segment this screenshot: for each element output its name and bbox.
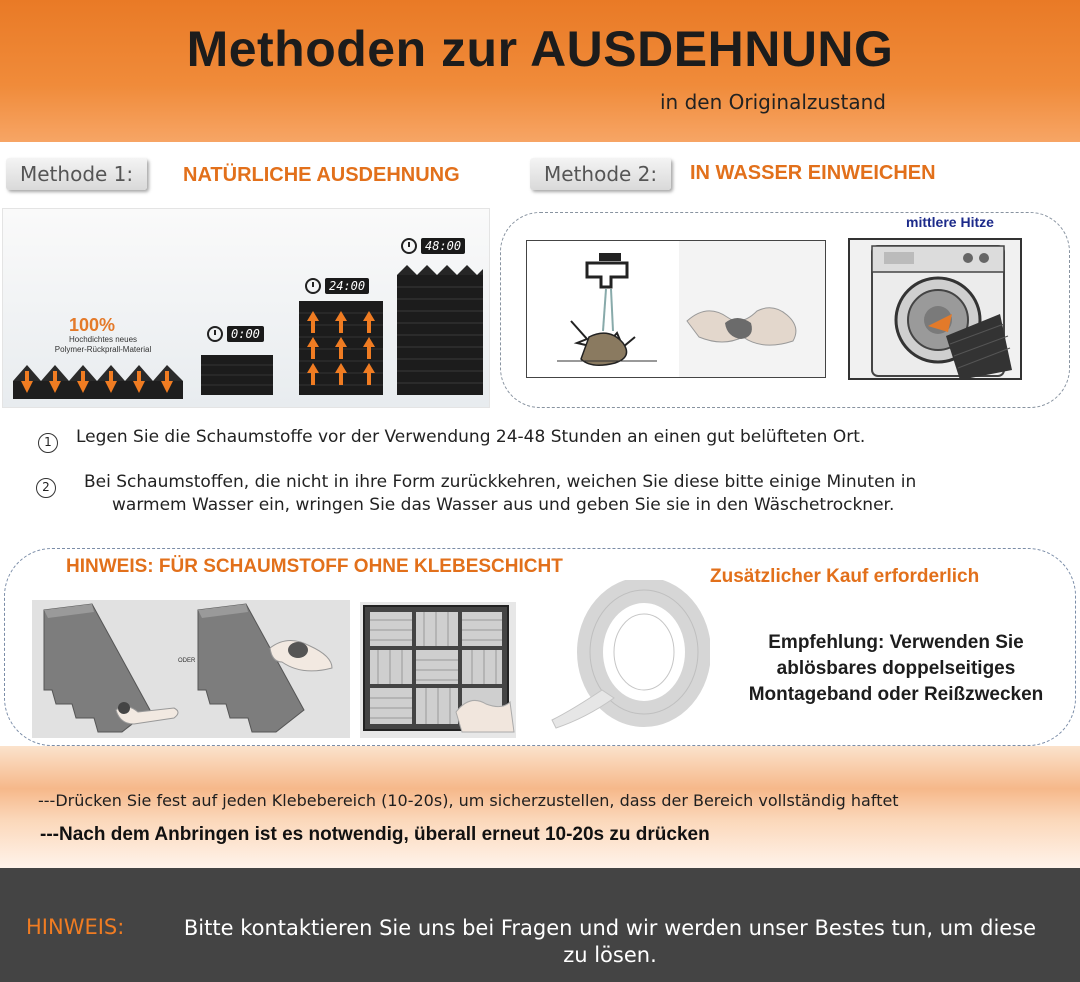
extra-purchase-title: Zusätzlicher Kauf erforderlich	[710, 566, 980, 587]
method1-panel	[2, 208, 490, 408]
foam-mounting-illustration	[32, 600, 350, 738]
washing-machine-image	[848, 238, 1022, 380]
press-instruction-1: ---Drücken Sie fest auf jeden Klebebereich (10-20s), um sicherzustellen, dass der Bereich vollständig haftet	[38, 791, 899, 810]
timer-digits: 0:00	[227, 326, 264, 342]
method2-tag: Methode 2:	[530, 158, 671, 190]
step2-line1: Bei Schaumstoffen, die nicht in ihre Form zurückkehren, weichen Sie diese bitte einige Minuten in	[84, 472, 917, 492]
alarm-clock-icon	[207, 326, 223, 342]
oder-label: ODER	[178, 658, 196, 664]
page-subtitle: in den Originalzustand	[660, 90, 886, 114]
timer-48h	[401, 237, 465, 255]
page-title: Methoden zur AUSDEHNUNG	[186, 21, 894, 77]
soak-wring-image	[526, 240, 826, 378]
method1-title: NATÜRLICHE AUSDEHNUNG	[183, 164, 460, 186]
alarm-clock-icon	[305, 278, 321, 294]
timer-digits: 24:00	[325, 278, 369, 294]
step2-line2: warmem Wasser ein, wringen Sie das Wasser aus und geben Sie sie in den Wäschetrockner.	[112, 495, 895, 515]
press-instruction-2: ---Nach dem Anbringen ist es notwendig, überall erneut 10-20s zu drücken	[40, 824, 710, 845]
wall-panel-image	[360, 602, 516, 738]
footer-text-line1: Bitte kontaktieren Sie uns bei Fragen und wir werden unser Bestes tun, um diese	[183, 916, 1037, 940]
heat-label: mittlere Hitze	[906, 214, 994, 230]
wall-foam-illustration	[360, 602, 516, 738]
recommendation-line1: Empfehlung: Verwenden Sie	[768, 632, 1024, 653]
recommendation-line2: ablösbares doppelseitiges	[776, 658, 1016, 679]
recommendation-text	[728, 630, 1064, 708]
method2-title: IN WASSER EINWEICHEN	[690, 162, 936, 184]
step1-text: Legen Sie die Schaumstoffe vor der Verwendung 24-48 Stunden an einen gut belüfteten Ort.	[76, 427, 866, 447]
hint-title: HINWEIS: FÜR SCHAUMSTOFF OHNE KLEBESCHICHT	[66, 556, 563, 577]
timer-0h	[207, 325, 264, 343]
method1-tag: Methode 1:	[6, 158, 147, 190]
footer-hint-text	[150, 915, 1070, 969]
foam-0h-image	[201, 351, 273, 395]
percent-desc-line2: Polymer-Rückprall-Material	[54, 345, 152, 354]
percent-label: 100%	[69, 315, 116, 335]
recommendation-line3: Montageband oder Reißzwecken	[748, 684, 1044, 705]
double-sided-tape-image	[540, 580, 710, 730]
mounting-steps-image	[32, 600, 350, 738]
step2-number: 2	[36, 478, 56, 498]
timer-digits: 48:00	[421, 238, 465, 254]
alarm-clock-icon	[401, 238, 417, 254]
foam-compressed-image	[13, 357, 183, 399]
step2-text	[84, 471, 984, 517]
foam-48h-image	[397, 265, 483, 395]
percent-description	[43, 335, 163, 355]
foam-24h-image	[299, 301, 383, 395]
timer-24h	[305, 277, 369, 295]
footer-hint-label: HINWEIS:	[26, 915, 125, 939]
footer-text-line2: zu lösen.	[563, 943, 657, 967]
washing-machine-icon	[850, 240, 1022, 380]
faucet-soak-illustration	[527, 241, 826, 378]
step1-number: 1	[38, 433, 58, 453]
percent-desc-line1: Hochdichtes neues	[68, 335, 138, 344]
